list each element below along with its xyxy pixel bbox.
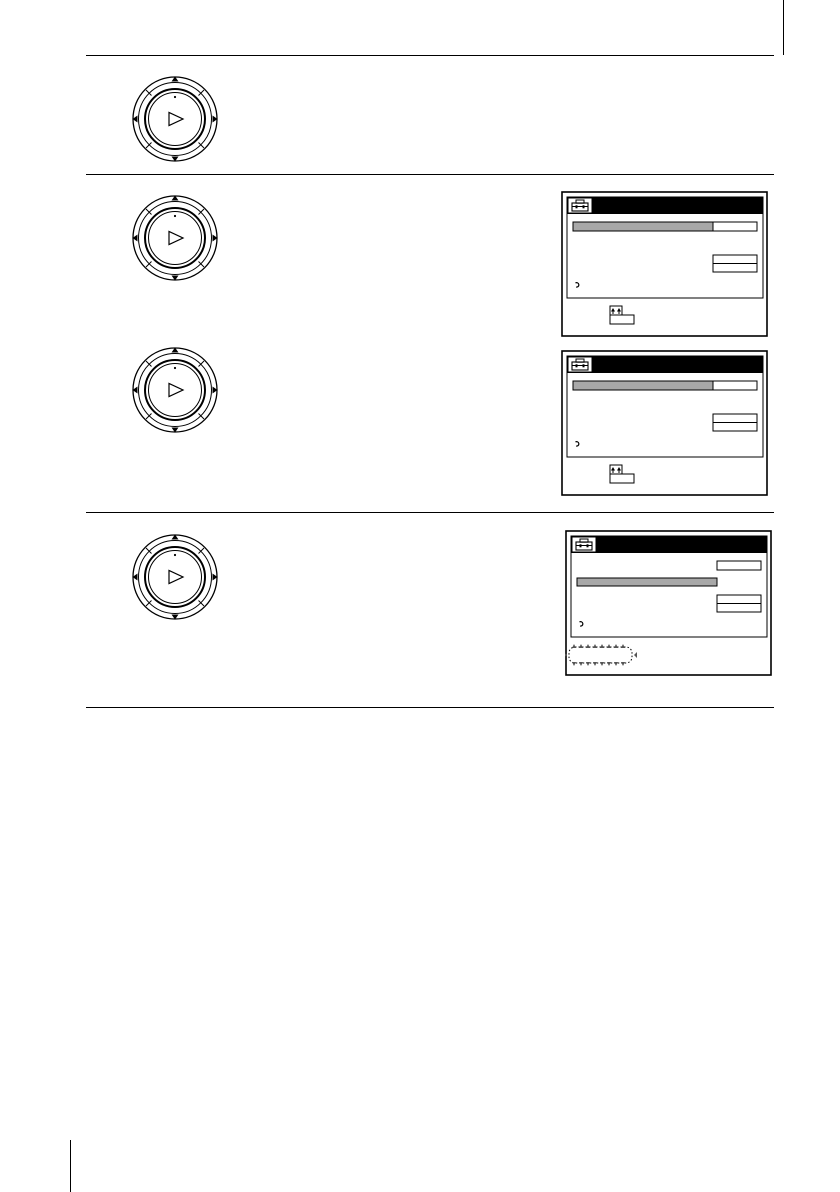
- toolbox-icon: [568, 198, 592, 213]
- page-side-bar: [70, 1140, 71, 1192]
- control-dial-step2b[interactable]: [131, 346, 219, 434]
- control-dial-step2a[interactable]: [131, 194, 219, 282]
- step-divider: [86, 707, 774, 708]
- flashing-indicator-icon: [565, 644, 637, 666]
- step-divider: [86, 174, 774, 175]
- arrow-pad-icon: [131, 75, 219, 163]
- control-dial-step1[interactable]: [131, 75, 219, 163]
- toolbox-icon: [572, 537, 596, 552]
- arrow-pad-icon: [131, 533, 219, 621]
- control-dial-step3[interactable]: [131, 533, 219, 621]
- tv-menu-screen-step2b: [561, 350, 768, 496]
- tv-menu-screen-step2a: [561, 191, 768, 337]
- toolbox-icon: [568, 357, 592, 372]
- arrow-pad-icon: [131, 194, 219, 282]
- up-down-arrows-icon: [610, 306, 622, 315]
- step-divider: [86, 55, 774, 56]
- up-down-arrows-icon: [610, 465, 622, 474]
- page-edge-tab: [783, 0, 784, 55]
- arrow-pad-icon: [131, 346, 219, 434]
- step-divider: [86, 512, 774, 513]
- tv-menu-screen-step3: [565, 530, 772, 676]
